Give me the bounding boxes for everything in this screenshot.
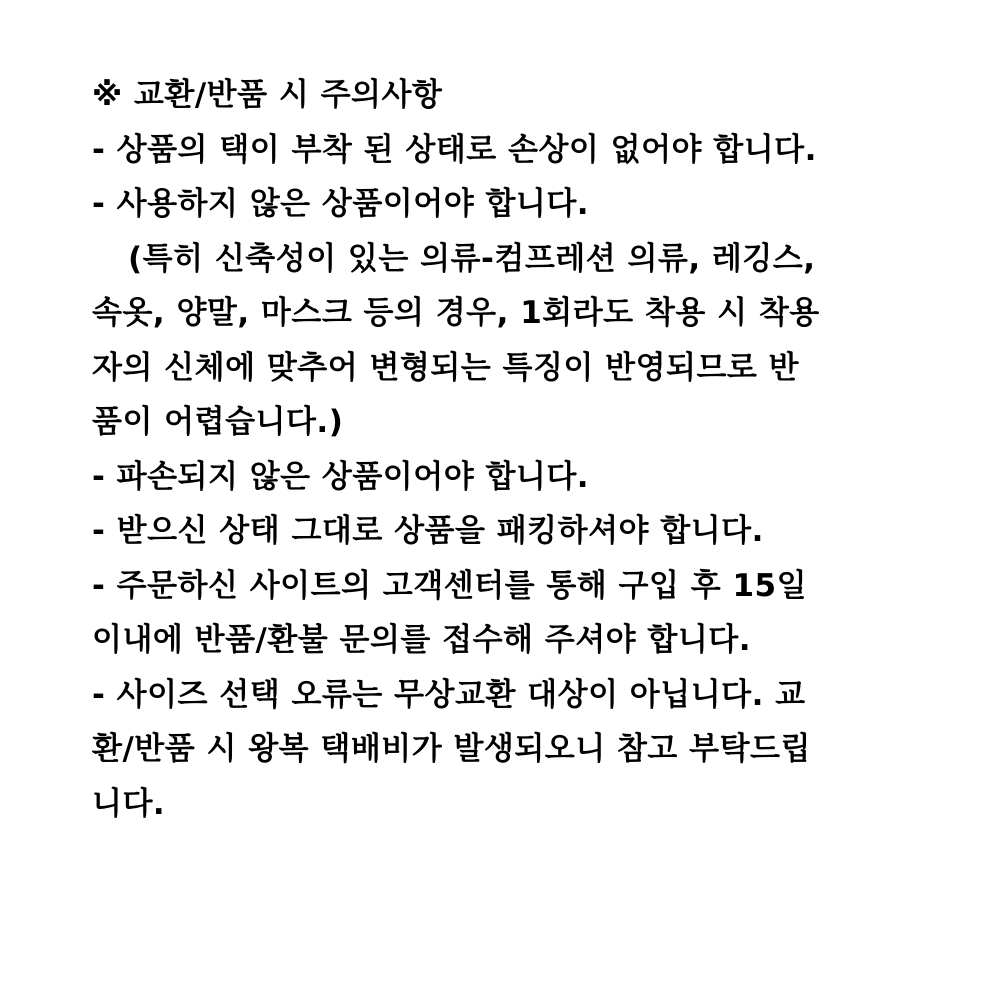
notice-line-packing: - 받으신 상태 그대로 상품을 패킹하셔야 합니다. bbox=[92, 513, 764, 549]
notice-line-return-difficult: 품이 어렵습니다.) bbox=[92, 404, 344, 440]
notice-line-closing: 니다. bbox=[92, 785, 166, 822]
notice-line-body-deformation: 자의 신체에 맞추어 변형되는 특징이 반영되므로 반 bbox=[92, 349, 800, 386]
notice-line-underwear-socks-masks: 속옷, 양말, 마스크 등의 경우, 1회라도 착용 시 착용 bbox=[92, 295, 820, 331]
notice-line-not-damaged: - 파손되지 않은 상품이어야 합니다. bbox=[92, 458, 590, 495]
notice-line-elastic-clothing: (특히 신축성이 있는 의류-컴프레션 의류, 레깅스, bbox=[128, 240, 816, 277]
notice-line-inquiry-deadline: 이내에 반품/환불 문의를 접수해 주셔야 합니다. bbox=[92, 622, 752, 658]
notice-line-customer-center: - 주문하신 사이트의 고객센터를 통해 구입 후 15일 bbox=[92, 567, 808, 604]
return-exchange-notice bbox=[92, 68, 972, 831]
notice-line-tag-attached: - 상품의 택이 부착 된 상태로 손상이 없어야 합니다. bbox=[92, 131, 817, 168]
notice-line-shipping-fee: 환/반품 시 왕복 택배비가 발생되오니 참고 부탁드립 bbox=[92, 731, 811, 767]
notice-line-unused: - 사용하지 않은 상품이어야 합니다. bbox=[92, 186, 590, 222]
notice-line-size-error: - 사이즈 선택 오류는 무상교환 대상이 아닙니다. 교 bbox=[92, 676, 806, 713]
notice-title: ※ 교환/반품 시 주의사항 bbox=[92, 77, 443, 113]
